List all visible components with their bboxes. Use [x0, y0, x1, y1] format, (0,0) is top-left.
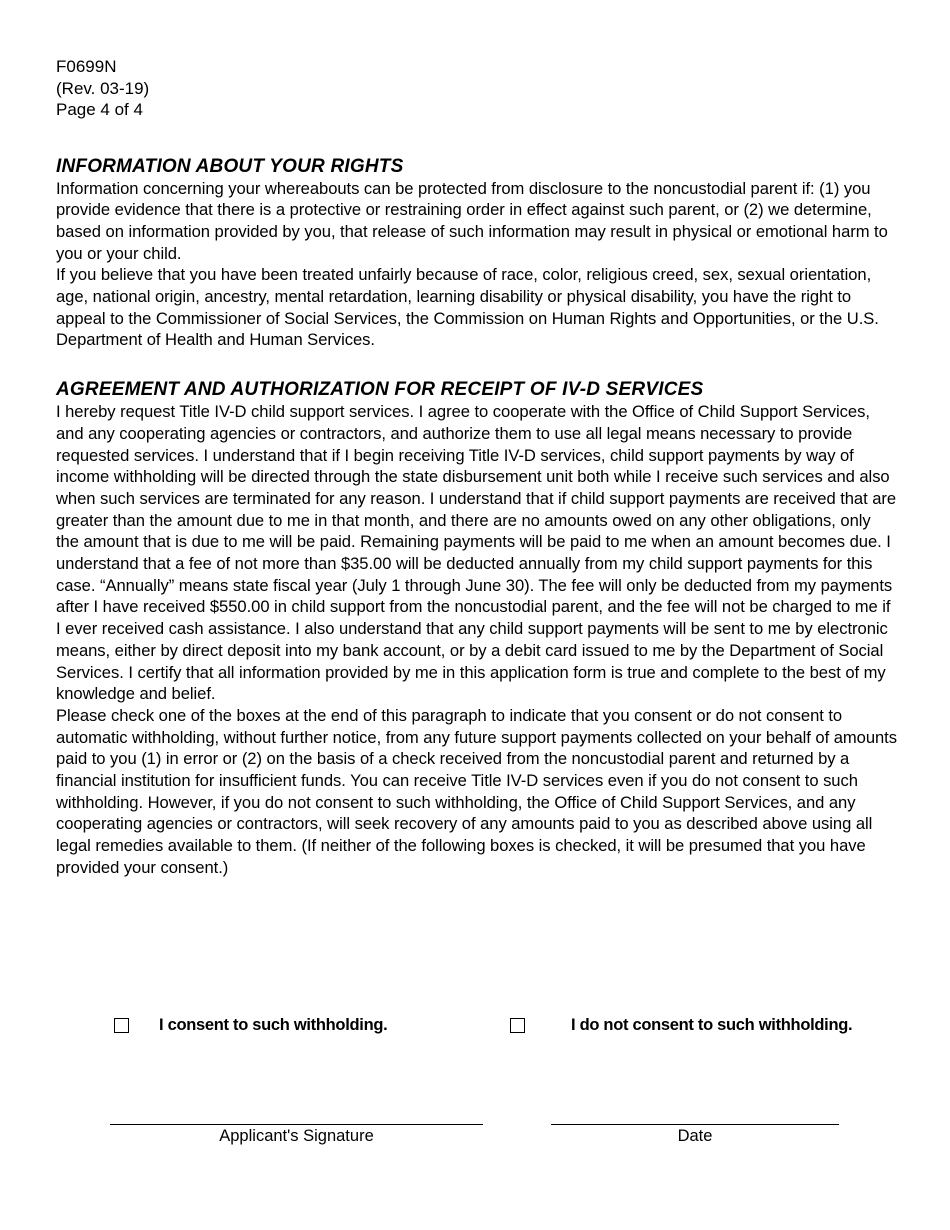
agreement-paragraph-1: I hereby request Title IV-D child support services. I agree to cooperate with the Office of Child Support Services, and any cooperating agencies or contractors, and authorize them to use all legal means necessary to provide requested services. I understand that if I begin receiving Title IV-D services, child support payments by way of income withholding will be directed through the state disbursement unit both while I receive such services and also when such services are terminated for any reason. I understand that if child support payments are received that are greater than the amount due to me in that month, and there are no amounts owed on any other obligations, only the amount that is due to me will be paid. Remaining payments will be paid to me when an amount becomes due. I understand that a fee of not more than $35.00 will be deducted annually from my child support payments for this case. “Annually” means state fiscal year (July 1 through June 30). The fee will only be deducted from my payments after I have received $550.00 in child support from the noncustodial parent, and the fee will not be charged to me if I ever received cash assistance. I also understand that any child support payments will be sent to me by electronic means, either by direct deposit into my bank account, or by a debit card issued to me by the Department of Social Services. I certify that all information provided by me in this application form is true and complete to the best of my knowledge and belief.	[56, 402, 897, 704]
rights-paragraph-2: If you believe that you have been treated unfairly because of race, color, religious creed, sex, sexual orientation, age, national origin, ancestry, mental retardation, learning disability or physical disability, you have the right to appeal to the Commissioner of Social Services, the Commission on Human Rights and Opportunities, or the U.S. Department of Health and Human Services.	[56, 265, 879, 350]
agreement-paragraph-2: Please check one of the boxes at the end of this paragraph to indicate that you consent or do not consent to automatic withholding, without further notice, from any future support payments collected on your behalf of amounts paid to you (1) in error or (2) on the basis of a check received from the noncustodial parent and returned by a financial institution for insufficient funds. You can receive Title IV-D services even if you do not consent to such withholding. However, if you do not consent to such withholding, the Office of Child Support Services, and any cooperating agencies or contractors, will seek recovery of any amounts paid to you as described above using all legal remedies available to them. (If neither of the following boxes is checked, it will be presumed that you have provided your consent.)	[56, 705, 897, 877]
applicant-signature-label: Applicant's Signature	[219, 1127, 374, 1145]
page-number: Page 4 of 4	[56, 100, 143, 119]
form-page	[56, 56, 898, 1145]
form-number: F0699N	[56, 57, 117, 76]
consent-options	[56, 1016, 898, 1046]
rights-heading: INFORMATION ABOUT YOUR RIGHTS	[56, 155, 404, 177]
form-revision: (Rev. 03-19)	[56, 78, 150, 98]
consent-checkbox[interactable]	[114, 1018, 129, 1033]
no-consent-option[interactable]	[510, 1016, 852, 1035]
applicant-signature-field[interactable]	[110, 1124, 483, 1146]
rights-paragraph-1: Information concerning your whereabouts can be protected from disclosure to the noncustodial parent if: (1) you provide evidence that there is a protective or restraining order in effect against such parent, or (2) we determine, based on information provided by you, that release of such information may result in physical or emotional harm to you or your child.	[56, 178, 888, 263]
consent-option[interactable]	[114, 1016, 387, 1035]
no-consent-label: I do not consent to such withholding.	[571, 1016, 853, 1034]
date-field[interactable]	[551, 1124, 839, 1146]
form-header	[56, 56, 898, 121]
consent-label: I consent to such withholding.	[159, 1016, 388, 1034]
date-label: Date	[677, 1127, 713, 1145]
no-consent-checkbox[interactable]	[510, 1018, 525, 1033]
agreement-heading: AGREEMENT AND AUTHORIZATION FOR RECEIPT OF IV-D SERVICES	[56, 379, 704, 401]
